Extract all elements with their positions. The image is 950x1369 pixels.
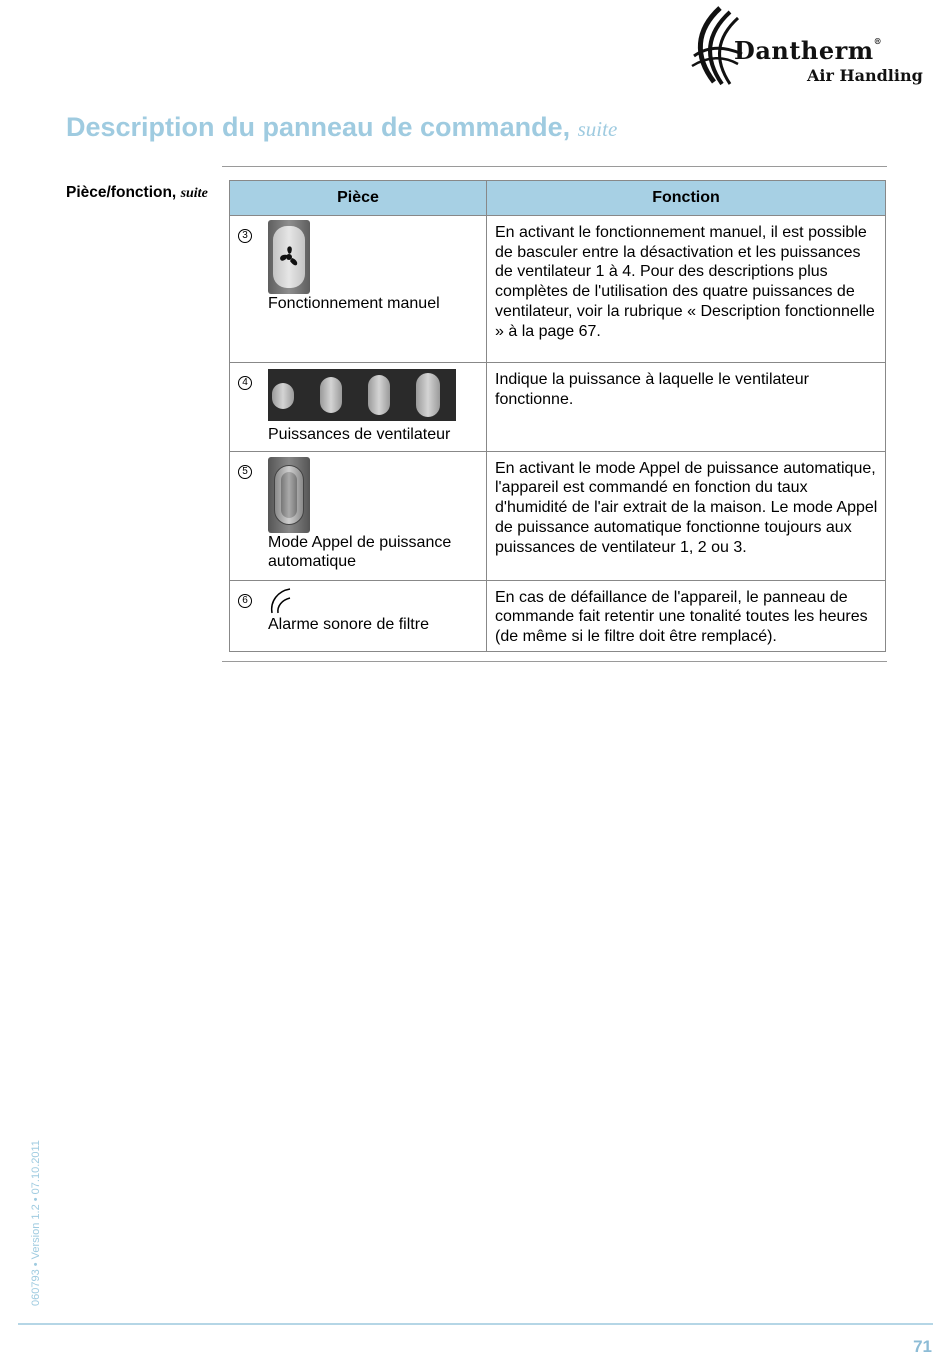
auto-mode-button-icon <box>268 457 310 533</box>
row-number: 6 <box>238 589 252 609</box>
piece-cell <box>230 363 487 452</box>
fan-speed-indicators-icon <box>268 369 456 421</box>
page-title-main: Description du panneau de commande, <box>66 112 571 142</box>
table-row <box>230 216 886 363</box>
fan-button-icon <box>268 220 310 294</box>
fonction-cell: En cas de défaillance de l'appareil, le panneau de commande fait retentir une tonalité toutes les heures (de même si le filtre doit être remplacé). <box>487 580 886 651</box>
piece-cell <box>230 216 487 363</box>
piece-label: Alarme sonore de filtre <box>268 615 429 633</box>
piece-label: Fonctionnement manuel <box>268 295 440 312</box>
table-row <box>230 451 886 580</box>
piece-cell <box>230 451 487 580</box>
row-number: 4 <box>238 371 252 391</box>
page-title-suite: suite <box>577 117 618 141</box>
piece-label: Puissances de ventilateur <box>268 426 451 443</box>
column-header-fonction: Fonction <box>487 181 886 216</box>
column-header-piece: Pièce <box>230 181 487 216</box>
table-header-row <box>230 181 886 216</box>
bottom-divider <box>222 661 887 662</box>
piece-cell <box>230 580 487 651</box>
section-label <box>66 184 208 202</box>
section-label-suite: suite <box>180 186 208 201</box>
top-divider <box>222 166 887 167</box>
brand-name: Dantherm <box>734 36 874 65</box>
registered-mark: ® <box>873 36 883 46</box>
table-row <box>230 580 886 651</box>
page-number: 71 <box>913 1337 932 1356</box>
dantherm-logo <box>690 6 935 90</box>
fonction-cell: En activant le mode Appel de puissance automatique, l'appareil est commandé en fonction du taux d'humidité de l'air extrait de la maison. Le mode Appel de puissance automatique fonctionne toujours aux puissances de ventilateur 1, 2 ou 3. <box>487 451 886 580</box>
row-number: 3 <box>238 224 252 244</box>
piece-fonction-table <box>229 180 886 652</box>
piece-label: Mode Appel de puissance automatique <box>268 533 452 571</box>
sound-alarm-icon <box>268 585 298 615</box>
fonction-cell: Indique la puissance à laquelle le ventilateur fonctionne. <box>487 363 886 452</box>
table-row <box>230 363 886 452</box>
fonction-cell: En activant le fonctionnement manuel, il est possible de basculer entre la désactivation et les puissances de ventilateur 1 à 4. Pour des descriptions plus complètes de l'utilisation des quatre puissances de ventilateur, voir la rubrique « Description fonctionnelle » à la page 67. <box>487 216 886 363</box>
page-title <box>66 112 617 143</box>
brand-subtitle: Air Handling <box>807 66 923 85</box>
footer-divider <box>18 1323 933 1325</box>
section-label-main: Pièce/fonction, <box>66 184 177 201</box>
row-number: 5 <box>238 460 252 480</box>
document-version-info: 060793 • Version 1.2 • 07.10.2011 <box>30 1140 42 1306</box>
